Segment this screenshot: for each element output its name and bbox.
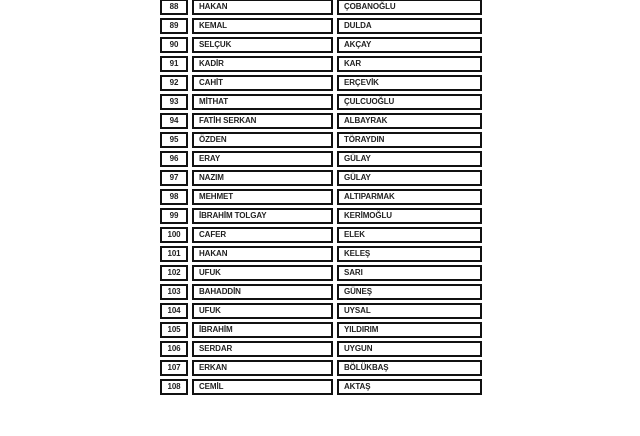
first-name-cell: CEMİL bbox=[192, 379, 333, 395]
first-name-cell: UFUK bbox=[192, 303, 333, 319]
first-name-cell: İBRAHİM TOLGAY bbox=[192, 208, 333, 224]
row-number: 91 bbox=[160, 56, 188, 72]
last-name-cell: GÜLAY bbox=[337, 151, 482, 167]
row-number: 92 bbox=[160, 75, 188, 91]
first-name-cell: CAFER bbox=[192, 227, 333, 243]
last-name-cell: AKÇAY bbox=[337, 37, 482, 53]
last-name-cell: BÖLÜKBAŞ bbox=[337, 360, 482, 376]
row-number: 106 bbox=[160, 341, 188, 357]
first-name-cell: HAKAN bbox=[192, 0, 333, 15]
last-name-cell: KELEŞ bbox=[337, 246, 482, 262]
first-name-cell: İBRAHİM bbox=[192, 322, 333, 338]
row-number: 90 bbox=[160, 37, 188, 53]
first-name-cell: ERAY bbox=[192, 151, 333, 167]
last-name-cell: TÖRAYDIN bbox=[337, 132, 482, 148]
row-number: 104 bbox=[160, 303, 188, 319]
last-name-cell: UYGUN bbox=[337, 341, 482, 357]
last-name-cell: AKTAŞ bbox=[337, 379, 482, 395]
row-number: 99 bbox=[160, 208, 188, 224]
last-name-cell: ALTIPARMAK bbox=[337, 189, 482, 205]
last-name-cell: ÇULCUOĞLU bbox=[337, 94, 482, 110]
row-number: 98 bbox=[160, 189, 188, 205]
first-name-cell: BAHADDİN bbox=[192, 284, 333, 300]
last-name-cell: ERÇEVİK bbox=[337, 75, 482, 91]
last-name-cell: ALBAYRAK bbox=[337, 113, 482, 129]
first-name-cell: HAKAN bbox=[192, 246, 333, 262]
first-name-cell: NAZIM bbox=[192, 170, 333, 186]
first-name-cell: UFUK bbox=[192, 265, 333, 281]
last-name-cell: GÜLAY bbox=[337, 170, 482, 186]
row-number: 94 bbox=[160, 113, 188, 129]
last-name-cell: GÜNEŞ bbox=[337, 284, 482, 300]
last-name-cell: ÇOBANOĞLU bbox=[337, 0, 482, 15]
first-name-cell: SELÇUK bbox=[192, 37, 333, 53]
first-name-cell: FATİH SERKAN bbox=[192, 113, 333, 129]
row-number: 100 bbox=[160, 227, 188, 243]
first-name-cell: ERKAN bbox=[192, 360, 333, 376]
row-number: 96 bbox=[160, 151, 188, 167]
first-name-cell: MİTHAT bbox=[192, 94, 333, 110]
first-name-cell: MEHMET bbox=[192, 189, 333, 205]
row-number: 105 bbox=[160, 322, 188, 338]
last-name-cell: SARI bbox=[337, 265, 482, 281]
first-name-cell: SERDAR bbox=[192, 341, 333, 357]
first-name-cell: KADİR bbox=[192, 56, 333, 72]
row-number: 102 bbox=[160, 265, 188, 281]
row-number: 97 bbox=[160, 170, 188, 186]
row-number: 89 bbox=[160, 18, 188, 34]
first-name-cell: KEMAL bbox=[192, 18, 333, 34]
row-number: 93 bbox=[160, 94, 188, 110]
last-name-cell: ELEK bbox=[337, 227, 482, 243]
row-number: 95 bbox=[160, 132, 188, 148]
first-name-cell: ÖZDEN bbox=[192, 132, 333, 148]
row-number: 88 bbox=[160, 0, 188, 15]
name-table bbox=[160, 0, 482, 395]
row-number: 108 bbox=[160, 379, 188, 395]
last-name-cell: YILDIRIM bbox=[337, 322, 482, 338]
last-name-cell: KAR bbox=[337, 56, 482, 72]
last-name-cell: UYSAL bbox=[337, 303, 482, 319]
row-number: 101 bbox=[160, 246, 188, 262]
last-name-cell: DULDA bbox=[337, 18, 482, 34]
row-number: 107 bbox=[160, 360, 188, 376]
last-name-cell: KERİMOĞLU bbox=[337, 208, 482, 224]
first-name-cell: CAHİT bbox=[192, 75, 333, 91]
row-number: 103 bbox=[160, 284, 188, 300]
